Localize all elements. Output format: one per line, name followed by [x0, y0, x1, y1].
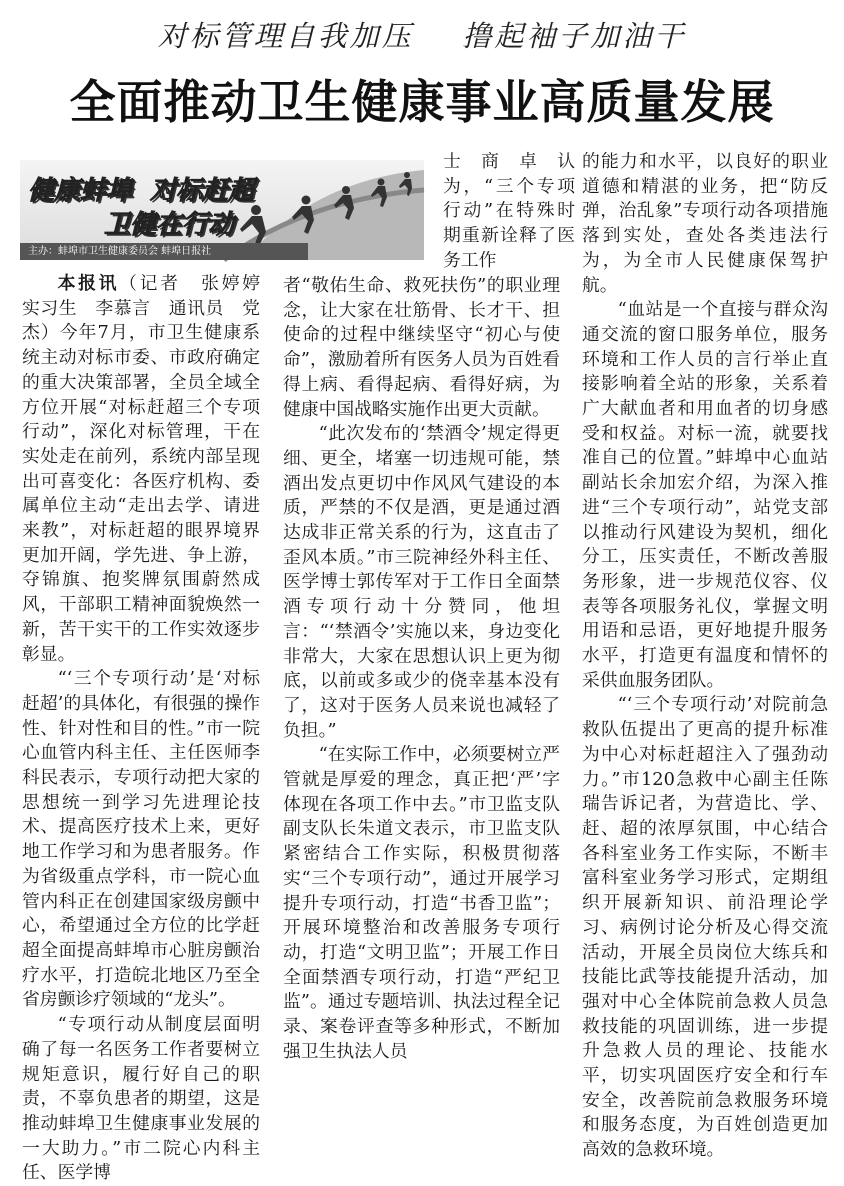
text-column-3 [582, 150, 828, 1161]
text-column-1 [22, 272, 278, 1184]
paragraph-2: “‘三个专项行动’是‘对标赶超’的具体化，有很强的操作性、针对性和目的性。”市一院心血管内科主任、主任医师李科民表示，专项行动把大家的思想统一到学习先进理论技术、提高医疗技术上来，更好地工作学习和为患者服务。作为省级重点学科，市一院心血管内科正在创建国家级房颤中心，希望通过全方位的比学赶超全面提高蚌埠市心脏房颤治疗水平，打造皖北地区乃至全省房颤诊疗领域的“龙头”。 [22, 668, 260, 1011]
text-column-2-top [443, 150, 575, 274]
banner-organizer: 主办：蚌埠市卫生健康委员会 蚌埠日报社 [20, 243, 308, 260]
article-headline: 全面推动卫生健康事业高质量发展 [69, 75, 775, 129]
paragraph-lead [22, 272, 278, 667]
banner-title-line1: 健康蚌埠 对标赶超 [28, 176, 255, 206]
column-banner [20, 160, 424, 260]
lead-text: （记者 张婷婷 实习生 李慕言 通讯员 党杰）今年7月，市卫生健康系统主动对标市委、市政府确定的重大决策部署，全员全域全方位开展“对标赶超三个专项行动”，深化对标管理，干在实处走在前列，系统内部呈现出可喜变化：各医疗机构、委属单位主动“走出去学、请进来教”，对标赶超的眼界境界更加开阔，学先进、争上游，夺锦旗、抱奖牌氛围蔚然成风，干部职工精神面貌焕然一新，苦干实干的工作实效逐步彰显。 [22, 273, 278, 665]
paragraph-3: “专项行动从制度层面明确了每一名医务工作者要树立规矩意识，履行好自己的职责，不辜负患者的期望，这是推动蚌埠卫生健康事业发展的一大助力。”市二院心内科主任、医学博 [22, 1014, 260, 1184]
text-column-2 [283, 274, 560, 1092]
paragraph-3-continued: 者“敬佑生命、救死扶伤”的职业理念，让大家在壮筋骨、长才干、担使命的过程中继续坚守“初心与使命”，激励着所有医务人员为百姓看得上病、看得起病、看得好病，为健康中国战略实施作出更大贡献。 [283, 275, 560, 420]
paragraph-6: “血站是一个直接与群众沟通交流的窗口服务单位，服务环境和工作人员的言行举止直接影响着全站的形象，关系着广大献血者和用血者的切身感受和权益。对标一流，就要找准自己的位置。”蚌埠中心血站副站长余加宏介绍，为深入推进“三个专项行动”，站党支部以推动行风建设为契机，细化分工，压实责任，不断改善服务形象，进一步规范仪容、仪表等各项服务礼仪，掌握文明用语和忌语，更好地提升服务水平，打造更有温度和情怀的采供血服务团队。 [582, 299, 828, 691]
paragraph-5: “在实际工作中，必须要树立严管就是厚爱的理念，真正把‘严’字体现在各项工作中去。”市卫监支队副支队长朱道文表示，市卫监支队紧密结合工作实际，积极贯彻落实“三个专项行动”，通过开展学习提升专项行动，打造“书香卫监”；开展环境整治和改善服务专项行动，打造“文明卫监”；开展工作日全面禁酒专项行动，打造“严纪卫监”。通过专题培训、执法过程全记录、案卷评查等多种形式，不断加强卫生执法人员 [283, 744, 560, 1062]
paragraph-3-continued-top: 士商卓认为，“三个专项行动”在特殊时期重新诠释了医务工作 [443, 151, 575, 271]
paragraph-4: “此次发布的‘禁酒令’规定得更细、更全，堵塞一切违规可能，禁酒出发点更切中作风风气建设的本质，严禁的不仅是酒，更是通过酒达成非正常关系的行为，这直击了歪风本质。”市三院神经外科主任、医学博士郭传军对于工作日全面禁酒专项行动十分赞同，他坦言：“‘禁酒令’实施以来，身边变化非常大，大家在思想认识上更为彻底，以前或多或少的侥幸基本没有了，这对于医务人员来说也减轻了负担。” [283, 423, 560, 741]
article-kicker: 对标管理自我加压 撸起袖子加油干 [157, 19, 687, 53]
banner-title-line2: 卫健在行动 [104, 210, 235, 240]
lead-label: 本报讯 [57, 273, 120, 294]
paragraph-5-continued: 的能力和水平，以良好的职业道德和精湛的业务，把“防反弹，治乱象”专项行动各项措施落到实处，查处各类违法行为，为全市人民健康保驾护航。 [582, 151, 828, 296]
paragraph-7: “‘三个专项行动’对院前急救队伍提出了更高的提升标准为中心对标赶超注入了强劲动力。”市120急救中心副主任陈瑞告诉记者，为营造比、学、赶、超的浓厚氛围，中心结合各科室业务工作实际，不断丰富科室业务学习形式，定期组织开展新知识、前沿理论学习、病例讨论分析及心得交流活动，开展全员岗位大练兵和技能比武等技能提升活动，加强对中心全体院前急救人员急救技能的巩固训练，进一步提升急救人员的理论、技能水平，切实巩固医疗安全和行车安全，改善院前急救服务环境和服务态度，为百姓创造更加高效的急救环境。 [582, 694, 828, 1161]
